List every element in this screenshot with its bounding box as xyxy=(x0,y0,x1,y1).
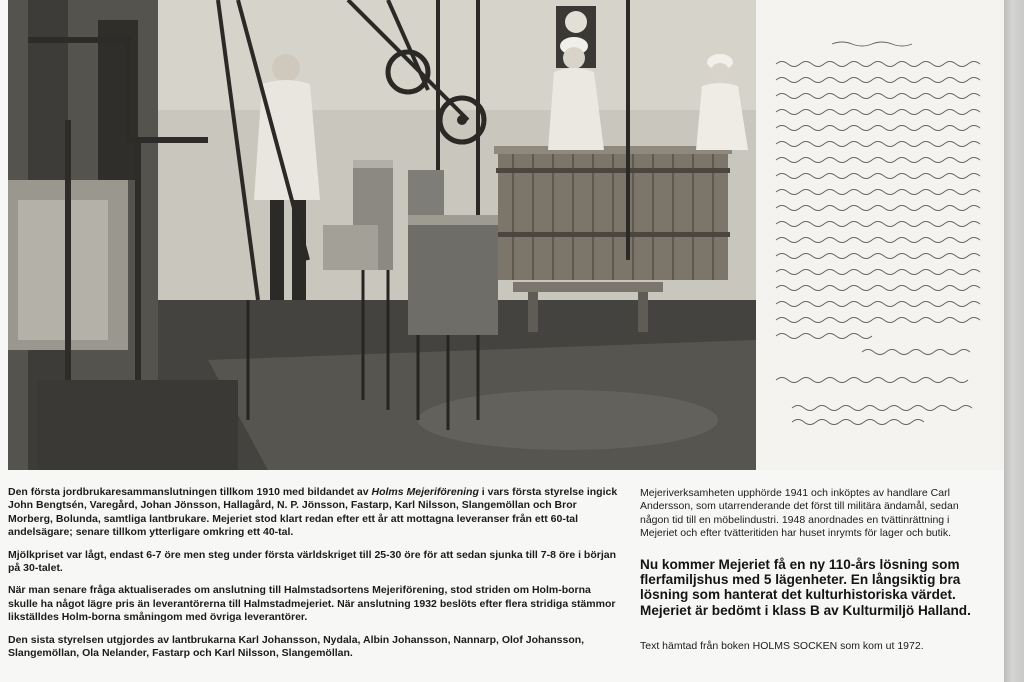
paragraph-founding xyxy=(8,486,622,540)
paragraph-affiliation: När man senare fråga aktualiserades om anslutning till Halmstadsortens Mejeriförening, stod striden om Holm-borna skulle ha något lägre pris än leverantörerna till Halmstadmejeriet. När anslutning 1932 beslöts efter flera stridiga stämmor likställdes Holm-borna småningom med övriga leverantörer. xyxy=(8,584,616,624)
paragraph-last-board: Den sista styrelsen utgjordes av lantbrukarna Karl Johansson, Nydala, Albin Johansson, Nannarp, Olof Johansson, Slangemöllan, Ola Nelander, Fastarp och Karl Nilsson, Slangemöllan. xyxy=(8,633,585,660)
founding-text: Den första jordbrukaresammanslutningen tillkom 1910 med bildandet av xyxy=(8,486,372,498)
paragraph-new-use: Nu kommer Mejeriet få en ny 110-års lösning som flerfamiljshus med 5 lägenheter. En långsiktig bra lösning som hanterat det kulturhistoriska värdet. Mejeriet är bedömt i klass B av Kulturmiljö Halland. xyxy=(640,556,971,618)
history-text-right xyxy=(640,487,980,654)
paragraph-closure: Mejeriverksamheten upphörde 1941 och inköptes av handlare Carl Andersson, som utarrenderande det först till militära ändamål, sedan någon tid till en möbelindustri. 1948 anordnades en tvättinrättning i Mejeriet och efter tvätteritiden har huset inrymts för lager och butik. xyxy=(640,487,959,540)
dairy-photograph xyxy=(8,0,756,470)
board-edge xyxy=(1004,0,1024,682)
history-text-left xyxy=(8,486,622,669)
photo-illustration xyxy=(8,0,756,470)
association-name: Holms Mejeriförening xyxy=(371,486,479,498)
paragraph-milk-price: Mjölkpriset var lågt, endast 6-7 öre men steg under första världskriget till 25-30 öre för att sedan sjunka till 7-8 öre i början på 30-talet. xyxy=(8,548,617,575)
source-credit: Text hämtad från boken HOLMS SOCKEN som kom ut 1972. xyxy=(640,640,924,653)
founding-text-continued: i vars första styrelse ingick John Bengtsén, Varegård, Johan Jönsson, Hallagård, N. P. Jönsson, Fastarp, Karl Nilsson, Slangemöllan och Bror Morberg, Bolunda, samtliga lantbrukare. Mejeriet stod klart redan efter ett år att mottagna leveranser från ett 60-tal andelsägare; senare tillkom ytterligare omkring ett 40-tal. xyxy=(8,486,618,539)
handwriting-scribble xyxy=(772,40,994,430)
handwritten-letter xyxy=(756,0,1004,470)
